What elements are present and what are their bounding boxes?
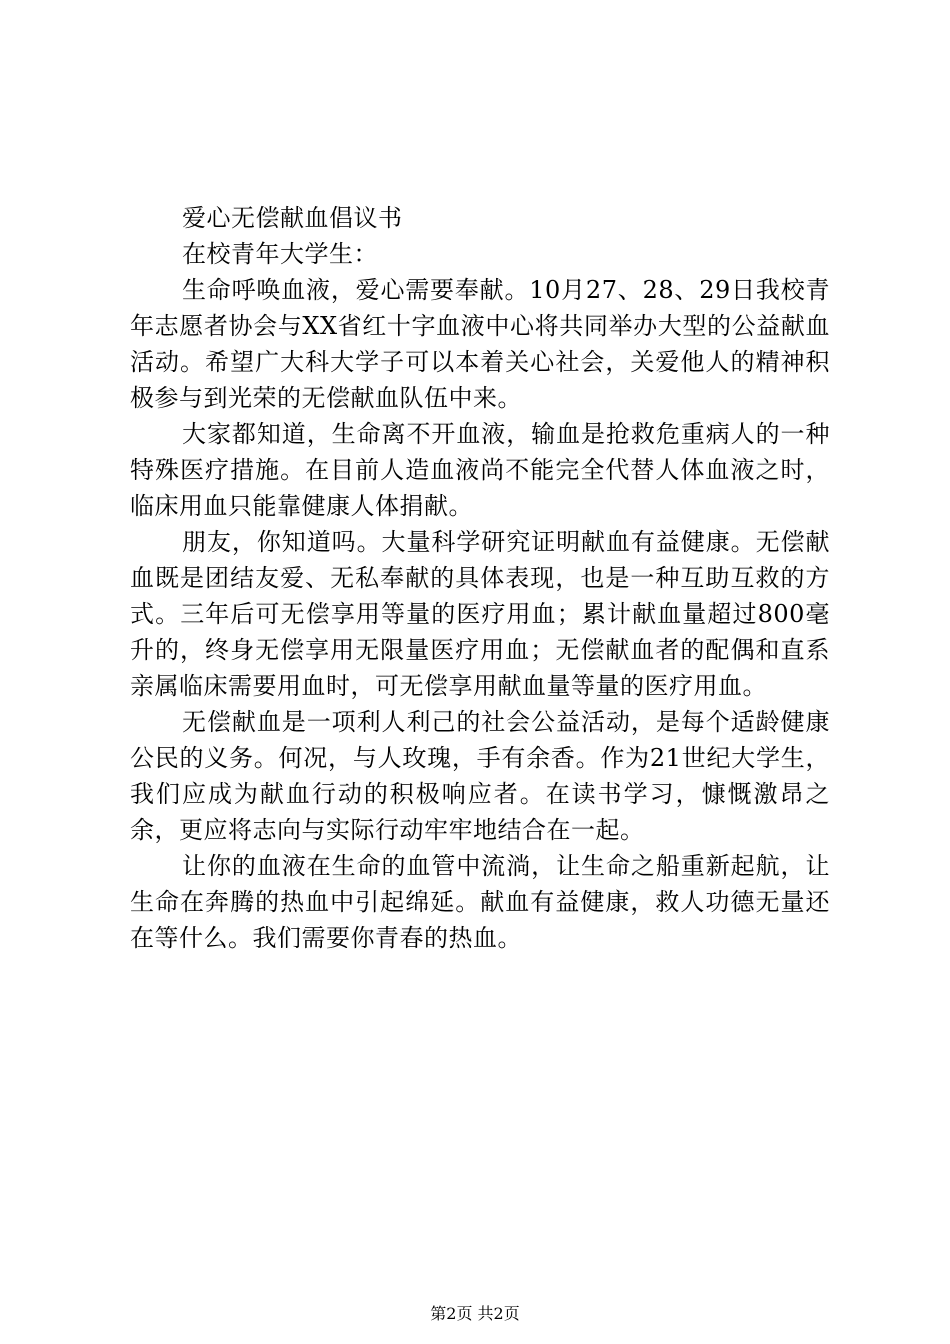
paragraph-5: 让你的血液在生命的血管中流淌，让生命之船重新起航，让生命在奔腾的热血中引起绵延。献血有益健康，救人功德无量还在等什么。我们需要你青春的热血。 bbox=[130, 852, 830, 952]
document-title: 爱心无偿献血倡议书 bbox=[182, 204, 403, 232]
paragraph-4: 无偿献血是一项利人利己的社会公益活动，是每个适龄健康公民的义务。何况，与人玫瑰，手有余香。作为21世纪大学生，我们应成为献血行动的积极响应者。在读书学习，慷慨激昂之余，更应将志向与实际行动牢牢地结合在一起。 bbox=[130, 708, 830, 844]
paragraph-1: 生命呼唤血液，爱心需要奉献。10月27、28、29日我校青年志愿者协会与XX省红十字血液中心将共同举办大型的公益献血活动。希望广大科大学子可以本着关心社会，关爱他人的精神积极参与到光荣的无偿献血队伍中来。 bbox=[130, 276, 830, 412]
salutation: 在校青年大学生： bbox=[182, 240, 378, 268]
paragraph-2: 大家都知道，生命离不开血液，输血是抢救危重病人的一种特殊医疗措施。在目前人造血液尚不能完全代替人体血液之时，临床用血只能靠健康人体捐献。 bbox=[130, 420, 830, 520]
page-number: 第2页 共2页 bbox=[430, 1304, 520, 1323]
document-body bbox=[130, 200, 830, 956]
page-footer bbox=[0, 1302, 950, 1326]
paragraph-3: 朋友，你知道吗。大量科学研究证明献血有益健康。无偿献血既是团结友爱、无私奉献的具体表现，也是一种互助互救的方式。三年后可无偿享用等量的医疗用血；累计献血量超过800毫升的，终身无偿享用无限量医疗用血；无偿献血者的配偶和直系亲属临床需要用血时，可无偿享用献血量等量的医疗用血。 bbox=[130, 528, 830, 700]
